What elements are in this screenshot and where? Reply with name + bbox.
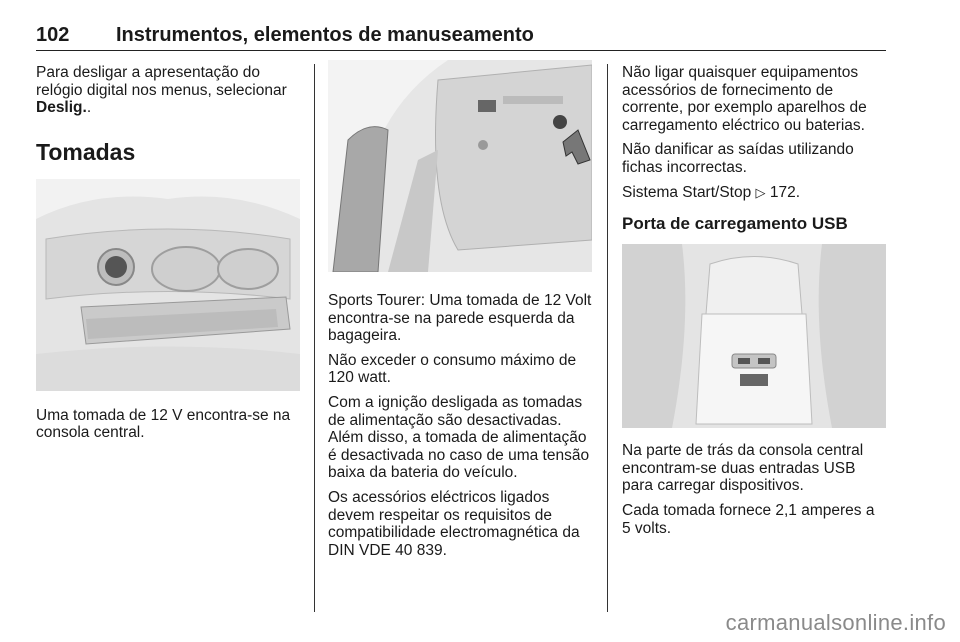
page-number: 102 <box>36 24 70 46</box>
paragraph: Cada tomada fornece 2,1 amperes a 5 volts. <box>622 501 875 537</box>
luggage-compartment-socket-image <box>328 60 592 272</box>
section-heading-usb: Porta de carregamento USB <box>622 214 848 234</box>
column-1 <box>36 64 300 449</box>
page-header <box>36 22 886 51</box>
cross-reference <box>622 184 886 203</box>
page-title: Instrumentos, elementos de manuseamento <box>116 24 534 46</box>
paragraph: Na parte de trás da consola central encontram-se duas entradas USB para carregar dispositivos. <box>622 442 864 495</box>
paragraph: Sports Tourer: Uma tomada de 12 Volt encontra-se na parede esquerda da bagageira. <box>328 292 592 345</box>
paragraph: Com a ignição desligada as tomadas de alimentação são desactivadas. Além disso, a tomada de alimentação é desactivada no caso de uma tensão baixa da bateria do veículo. <box>328 393 590 482</box>
column-3 <box>622 64 886 544</box>
paragraph: Não exceder o consumo máximo de 120 watt. <box>328 351 577 387</box>
paragraph: Não danificar as saídas utilizando fichas incorrectas. <box>622 141 854 176</box>
cross-reference-text: Sistema Start/Stop <box>622 183 752 201</box>
column-divider <box>314 64 315 612</box>
section-heading-tomadas: Tomadas <box>36 138 136 165</box>
intro-text: Para desligar a apresentação do relógio digital nos menus, selecionar <box>36 64 287 99</box>
paragraph: Os acessórios eléctricos ligados devem respeitar os requisitos de compatibilidade electromagnética da DIN VDE 40 839. <box>328 488 580 559</box>
paragraph: Não ligar quaisquer equipamentos acessórios de fornecimento de corrente, por exemplo aparelhos de carregamento eléctrico ou baterias. <box>622 64 867 134</box>
column-2 <box>328 64 592 566</box>
page-reference-number: 172. <box>769 183 801 201</box>
center-console-socket-image <box>36 179 300 391</box>
intro-bold-term: Deslig. <box>36 99 87 117</box>
figure-caption: Uma tomada de 12 V encontra-se na consola central. <box>36 406 291 442</box>
page-reference-icon: ▷ <box>755 185 766 201</box>
usb-charging-port-image <box>622 244 886 428</box>
intro-end: . <box>86 99 92 117</box>
watermark: carmanualsonline.info <box>725 610 946 635</box>
column-divider <box>607 64 608 612</box>
intro-paragraph <box>36 64 300 117</box>
